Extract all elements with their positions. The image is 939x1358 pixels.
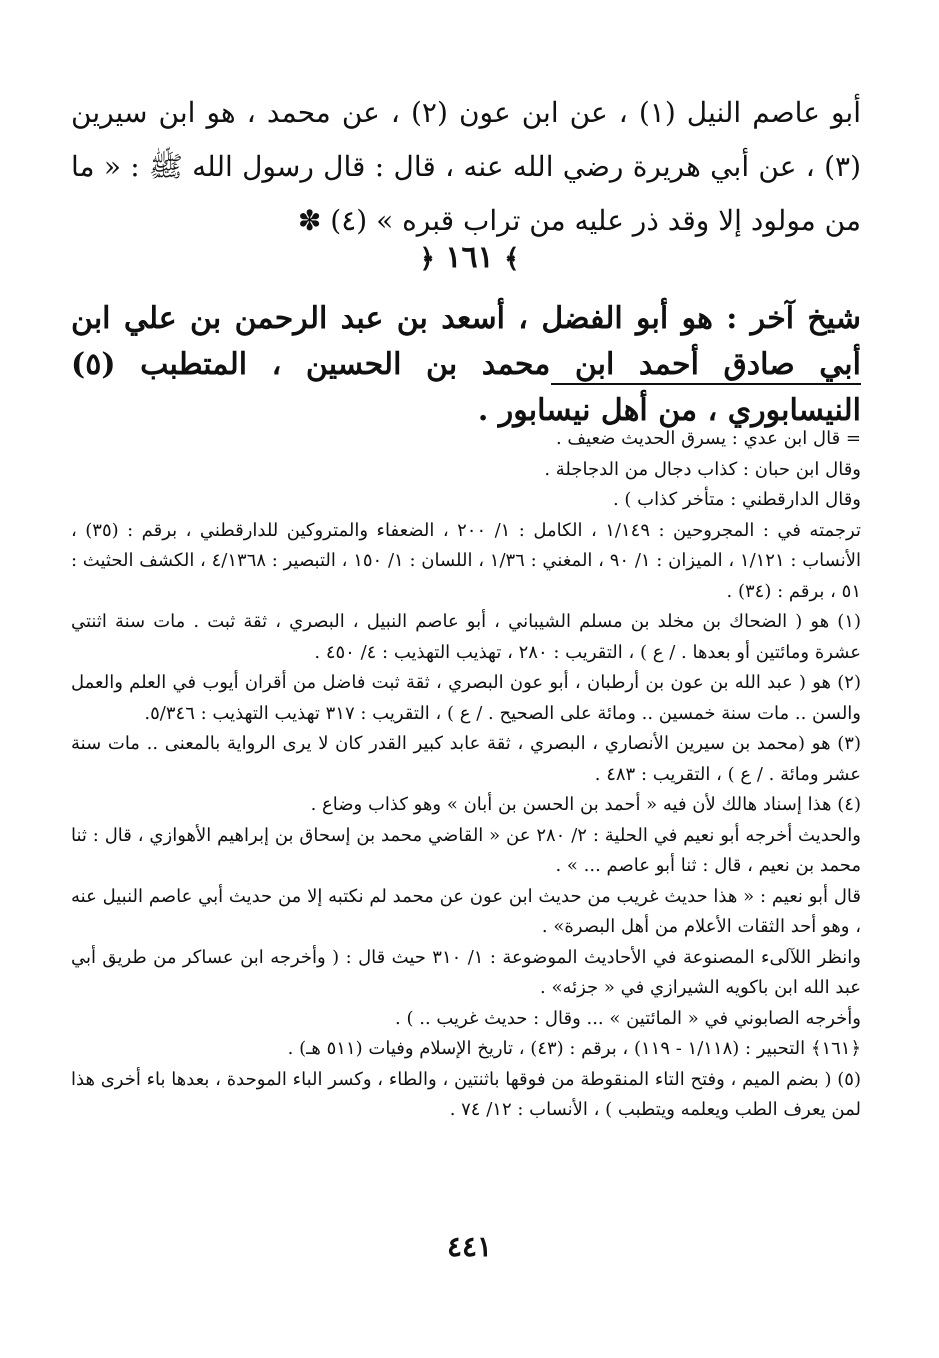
- footnote-line: وقال الدارقطني : متأخر كذاب ) .: [612, 489, 861, 510]
- main-text: [71, 86, 861, 248]
- hadith-paragraph: أبو عاصم النيل (١) ، عن ابن عون (٢) ، عن محمد ، هو ابن سيرين (٣) ، عن أبي هريرة رضي الله عنه ، قال : قال رسول الله ﷺ : « ما من مولود إلا وقد ذر عليه من تراب قبره » (٤) ✽: [71, 96, 861, 237]
- footnote-line: ترجمته في : المجروحين : ١/١٤٩ ، الكامل : ١/ ٢٠٠ ، الضعفاء والمتروكين للدارقطني ، برقم : (٣٥) ، الأنساب : ١/١٢١ ، الميزان : ١/ ٩٠ ، المغني : ١/٣٦ ، اللسان : ١/ ١٥٠ ، التبصير : ٤/١٣٦٨ ، الكشف الحثيث : ٥١ ، برقم : (٣٤) .: [71, 519, 861, 602]
- footnotes: [71, 424, 861, 1126]
- page-number: ٤٤١: [446, 1230, 493, 1263]
- footnote-3: (٣) هو (محمد بن سيرين الأنصاري ، البصري ، ثقة عابد كبير القدر كان لا يرى الرواية بالمعنى .. مات سنة عشر ومائة . / ع ) ، التقريب : ٤٨٣ .: [71, 733, 861, 785]
- ornament-right-icon: ﴾: [504, 244, 520, 274]
- footnote-line: = قال ابن عدي : يسرق الحديث ضعيف .: [555, 428, 861, 449]
- footnote-2: (٢) هو ( عبد الله بن عون بن أرطبان ، أبو عون البصري ، ثقة ثبت فاضل من أقران أيوب في العلم والعمل والسن .. مات سنة خمسين .. ومائة على الصحيح . / ع ) ، التقريب : ٣١٧ تهذيب التهذيب : ٥/٣٤٦.: [71, 672, 861, 724]
- footnote-4: (٤) هذا إسناد هالك لأن فيه « أحمد بن الحسن بن أبان » وهو كذاب وضاع .: [310, 794, 861, 815]
- footnote-entry-161: ﴿١٦١﴾ التحبير : (١/١١٨ - ١١٩) ، برقم : (٤٣) ، تاريخ الإسلام وفيات (٥١١ هـ) .: [287, 1038, 861, 1059]
- footnote-line: وقال ابن حبان : كذاب دجال من الدجاجلة .: [544, 458, 861, 480]
- footnote-line: وانظر اللآلىء المصنوعة في الأحاديث الموضوعة : ١/ ٣١٠ حيث قال : ( وأخرجه ابن عساكر من طريق أبي عبد الله ابن باكويه الشيرازي في « جزئه» .: [71, 946, 861, 998]
- ornament-left-icon: ﴿: [419, 244, 435, 274]
- footnote-line: وأخرجه الصابوني في « المائتين » ... وقال : حديث غريب .. ) .: [395, 1007, 861, 1029]
- footnote-1: (١) هو ( الضحاك بن مخلد بن مسلم الشيباني ، أبو عاصم النبيل ، البصري ، ثقة ثبت . مات سنة اثنتي عشرة ومائتين أو بعدها . / ع ) ، التقريب : ٢٨٠ ، تهذيب التهذيب : ٤/ ٤٥٠ .: [71, 611, 861, 663]
- entry-heading: [71, 296, 861, 434]
- footnote-line: والحديث أخرجه أبو نعيم في الحلية : ٢/ ٢٨٠ عن « القاضي محمد بن إسحاق بن إبراهيم الأهوازي ، قال : ثنا محمد بن نعيم ، قال : ثنا أبو عاصم ... » .: [71, 824, 861, 876]
- footnote-5: (٥) ( بضم الميم ، وفتح التاء المنقوطة من فوقها باثنتين ، والطاء ، وكسر الباء الموحدة ، بعدها باء أخرى هذا لمن يعرف الطب ويعلمه ويتطبب ) ، الأنساب : ١٢/ ٧٤ .: [71, 1068, 861, 1120]
- entry-heading-text: شيخ آخر : هو أبو الفضل ، أسعد بن عبد الرحمن بن علي ابن أبي صادق أحمد ابن محمد بن الحسين ، المتطبب (٥) النيسابوري ، من أهل نيسابور .: [71, 301, 861, 428]
- footnote-separator: [551, 383, 861, 385]
- entry-number: ١٦١: [445, 240, 494, 275]
- footnote-line: قال أبو نعيم : « هذا حديث غريب من حديث ابن عون عن محمد لم نكتبه إلا من حديث أبي عاصم النبيل عنه ، وهو أحد الثقات الأعلام من أهل البصرة» .: [71, 885, 861, 937]
- entry-number-box: [0, 240, 939, 275]
